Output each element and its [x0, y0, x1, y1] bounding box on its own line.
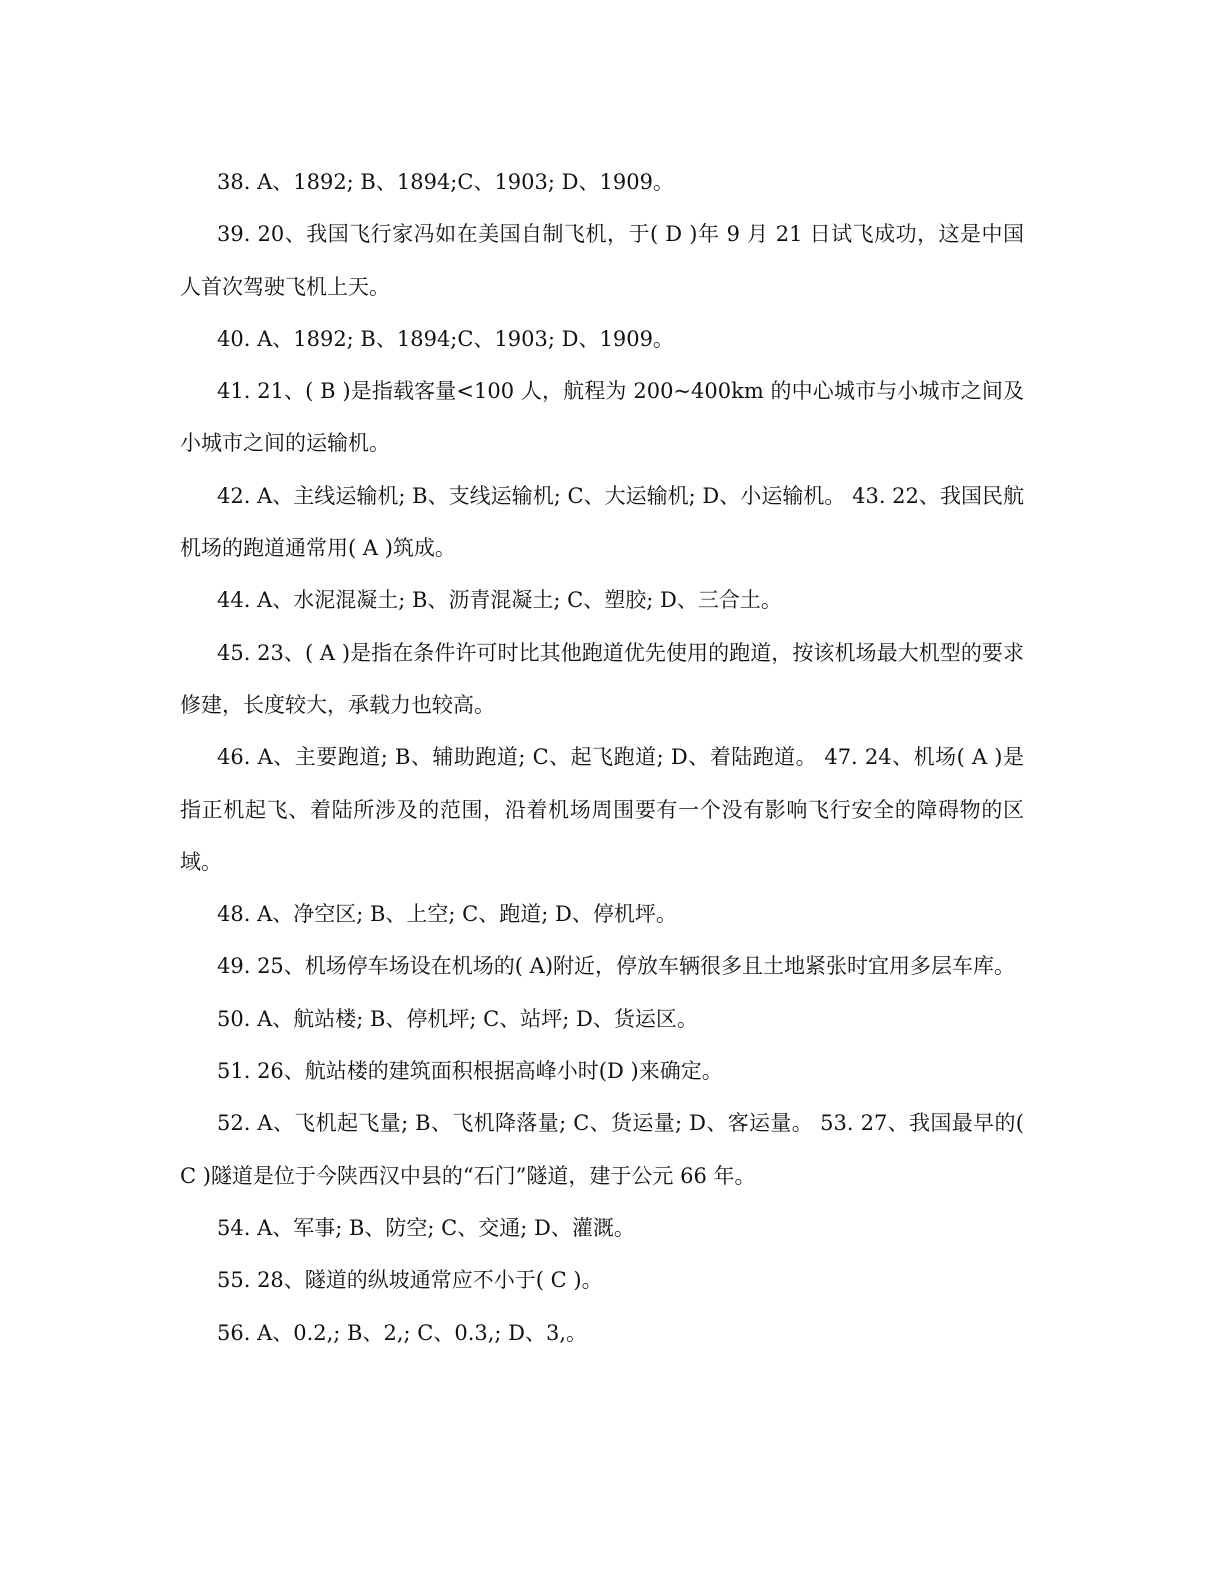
paragraph-41: 41. 21、( B )是指载客量<100 人，航程为 200~400km 的中心城市与小城市之间及小城市之间的运输机。 [180, 379, 1024, 456]
paragraph-52: 52. A、飞机起飞量; B、飞机降落量; C、货运量; D、客运量。 53. 27、我国最早的( C )隧道是位于今陕西汉中县的“石门”隧道，建于公元 66 年。 [180, 1111, 1024, 1188]
paragraph-40: 40. A、1892; B、1894;C、1903; D、1909。 [217, 326, 674, 351]
paragraph-51: 51. 26、航站楼的建筑面积根据高峰小时(D )来确定。 [217, 1059, 723, 1084]
paragraph-44: 44. A、水泥混凝土; B、沥青混凝土; C、塑胶; D、三合土。 [217, 588, 782, 613]
paragraph-45: 45. 23、( A )是指在条件许可时比其他跑道优先使用的跑道，按该机场最大机型的要求修建，长度较大，承载力也较高。 [180, 640, 1024, 717]
paragraph-39: 39. 20、我国飞行家冯如在美国自制飞机，于( D )年 9 月 21 日试飞成功，这是中国人首次驾驶飞机上天。 [180, 222, 1024, 299]
paragraph-46: 46. A、主要跑道; B、辅助跑道; C、起飞跑道; D、着陆跑道。 47. 24、机场( A )是指正机起飞、着陆所涉及的范围，沿着机场周围要有一个没有影响飞行安全的障碍物的区域。 [180, 745, 1024, 874]
paragraph-56: 56. A、0.2,; B、2,; C、0.3,; D、3,。 [217, 1320, 588, 1345]
paragraph-38: 38. A、1892; B、1894;C、1903; D、1909。 [217, 170, 674, 194]
document-body [180, 156, 1024, 1359]
paragraph-54: 54. A、军事; B、防空; C、交通; D、灌溉。 [217, 1215, 635, 1240]
paragraph-55: 55. 28、隧道的纵坡通常应不小于( C )。 [217, 1268, 603, 1293]
paragraph-42: 42. A、主线运输机; B、支线运输机; C、大运输机; D、小运输机。 43. 22、我国民航机场的跑道通常用( A )筑成。 [180, 483, 1024, 561]
paragraph-49: 49. 25、机场停车场设在机场的( A)附近，停放车辆很多且土地紧张时宜用多层车库。 [217, 954, 1016, 979]
paragraph-50: 50. A、航站楼; B、停机坪; C、站坪; D、货运区。 [217, 1006, 698, 1031]
paragraph-48: 48. A、净空区; B、上空; C、跑道; D、停机坪。 [217, 902, 677, 927]
